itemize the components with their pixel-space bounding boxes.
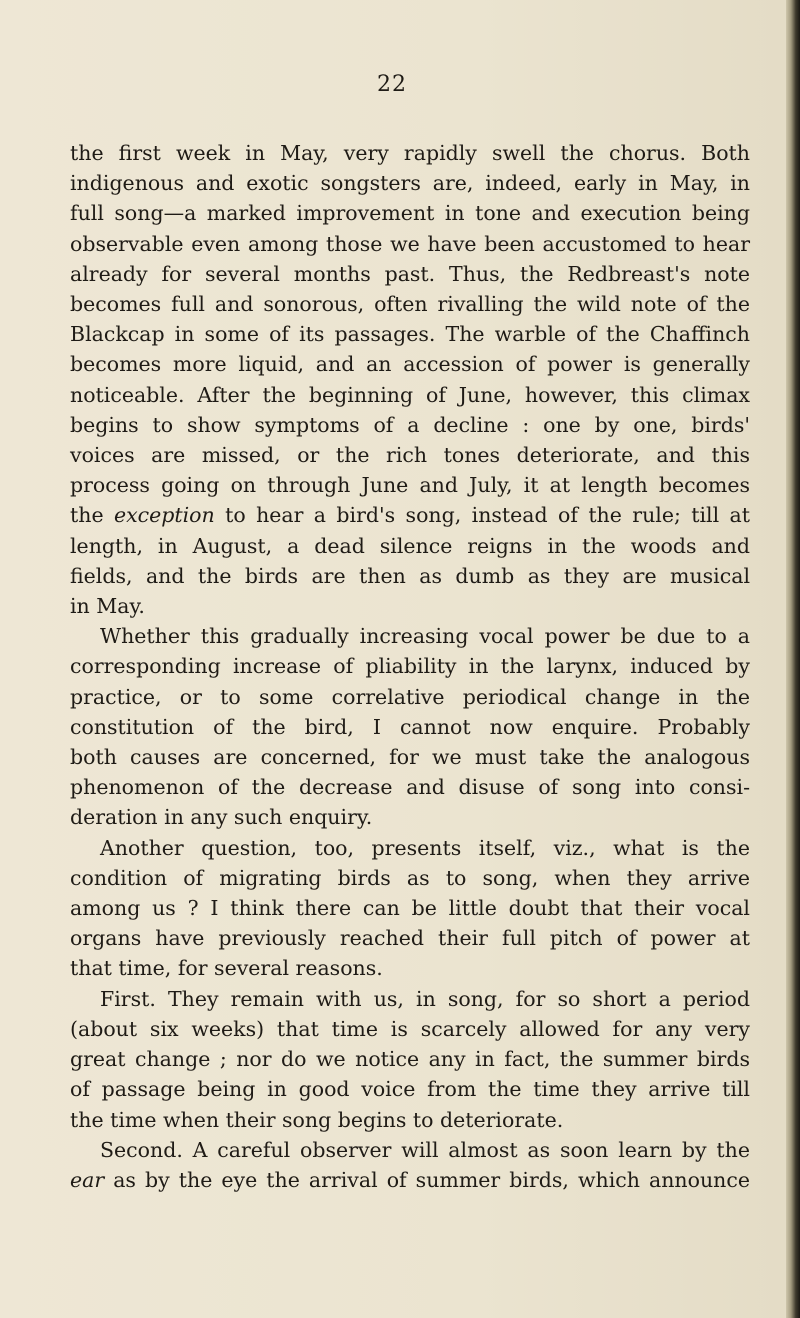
text-line: great change ; nor do we notice any in fact, the summer birds [70, 1047, 750, 1072]
text-line: length, in August, a dead silence reigns in the woods and [70, 533, 750, 558]
text-line: Another question, too, presents itself, viz., what is the [100, 835, 750, 860]
text-line: (about six weeks) that time is scarcely allowed for any very [70, 1016, 750, 1041]
italic-text: ear [70, 1167, 105, 1192]
text-line: phenomenon of the decrease and disuse of song into consi- [70, 775, 750, 800]
text-line: that time, for several reasons. [70, 956, 383, 981]
text-line: deration in any such enquiry. [70, 805, 373, 830]
text-line: the time when their song begins to deteriorate. [70, 1107, 564, 1132]
text-line: begins to show symptoms of a decline : one by one, birds' [70, 412, 750, 437]
text-line: practice, or to some correlative periodical change in the [70, 684, 750, 709]
text-line: Blackcap in some of its passages. The warble of the Chaffinch [70, 322, 750, 347]
text-line [70, 1165, 750, 1195]
text-line: condition of migrating birds as to song, when they arrive [70, 865, 750, 890]
text-line: in May. [70, 594, 145, 619]
italic-text: exception [113, 503, 215, 528]
body-text [70, 138, 750, 1195]
text-line: full song—a marked improvement in tone and execution being [70, 201, 750, 226]
text-line: corresponding increase of pliability in the larynx, induced by [70, 654, 750, 679]
text-run: process going on through June and July, it at length becomes [70, 473, 750, 498]
text-line: among us ? I think there can be little doubt that their vocal [70, 896, 750, 921]
text-line: noticeable. After the beginning of June, however, this climax [70, 382, 750, 407]
text-line: voices are missed, or the rich tones deteriorate, and this [70, 443, 750, 468]
text-line: First. They remain with us, in song, for so short a period [100, 986, 750, 1011]
text-line: becomes full and sonorous, often rivalling the wild note of the [70, 292, 750, 317]
text-line: the first week in May, very rapidly swell the chorus. Both [70, 141, 750, 165]
text-line: Whether this gradually increasing vocal power be due to a [100, 624, 750, 649]
text-line: becomes more liquid, and an accession of power is generally [70, 352, 750, 377]
text-line: indigenous and exotic songsters are, indeed, early in May, in [70, 171, 750, 196]
text-line: both causes are concerned, for we must take the analogous [70, 745, 750, 770]
page-number: 22 [377, 72, 407, 97]
text-line: Second. A careful observer will almost as soon learn by the [100, 1137, 750, 1162]
text-run: as by the eye the arrival of summer birds, which announce [104, 1167, 750, 1192]
text-line: of passage being in good voice from the time they arrive till [70, 1077, 750, 1102]
text-line: organs have previously reached their full pitch of power at [70, 926, 750, 951]
text-run: to hear a bird's song, instead of the rule; till at [214, 503, 750, 528]
text-line: already for several months past. Thus, the Redbreast's note [70, 261, 750, 286]
text-line: constitution of the bird, I cannot now enquire. Probably [70, 714, 750, 739]
text-run: the [70, 503, 114, 528]
text-line [70, 470, 750, 500]
page-edge-shadow [786, 0, 800, 1318]
text-line: observable even among those we have been accustomed to hear [70, 231, 750, 256]
text-line: fields, and the birds are then as dumb as they are musical [70, 563, 750, 588]
text-line [70, 500, 750, 530]
